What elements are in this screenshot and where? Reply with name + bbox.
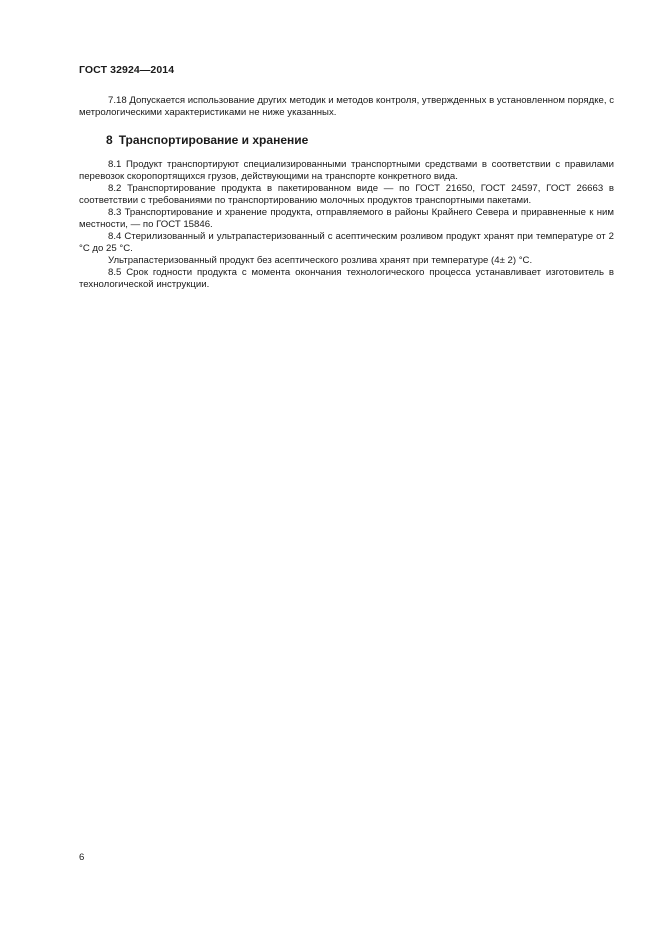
section-heading (106, 133, 308, 147)
paragraph-8-4: 8.4 Стерилизованный и ультрапастеризованный с асептическим розливом продукт хранят при температуре от 2 °С до 25 °С. (79, 231, 614, 254)
document-header-code: ГОСТ 32924—2014 (79, 64, 175, 76)
paragraph-8-2: 8.2 Транспортирование продукта в пакетированном виде — по ГОСТ 21650, ГОСТ 24597, ГОСТ 26663 в соответствии с требованиями по транспортированию молочных продуктов транспортными пакетами. (79, 183, 614, 206)
paragraph-block-8 (79, 159, 614, 291)
paragraph-8-5: 8.5 Срок годности продукта с момента окончания технологического процесса устанавливает изготовитель в технологической инструкции. (79, 267, 614, 290)
paragraph-8-4-cont: Ультрапастеризованный продукт без асептического розлива хранят при температуре (4± 2) °С. (108, 255, 533, 266)
paragraph-block-7 (79, 95, 614, 119)
paragraph-8-1: 8.1 Продукт транспортируют специализированными транспортными средствами в соответствии с правилами перевозок скоропортящихся грузов, действующими на транспорте конкретного вида. (79, 159, 614, 182)
section-title: Транспортирование и хранение (118, 133, 309, 147)
page-number: 6 (79, 852, 85, 863)
paragraph-8-3: 8.3 Транспортирование и хранение продукта, отправляемого в районы Крайнего Севера и приравненные к ним местности, — по ГОСТ 15846. (79, 207, 614, 230)
paragraph-7-18: 7.18 Допускается использование других методик и методов контроля, утвержденных в установленном порядке, с метрологическими характеристиками не ниже указанных. (79, 95, 614, 118)
section-number: 8 (106, 133, 113, 147)
